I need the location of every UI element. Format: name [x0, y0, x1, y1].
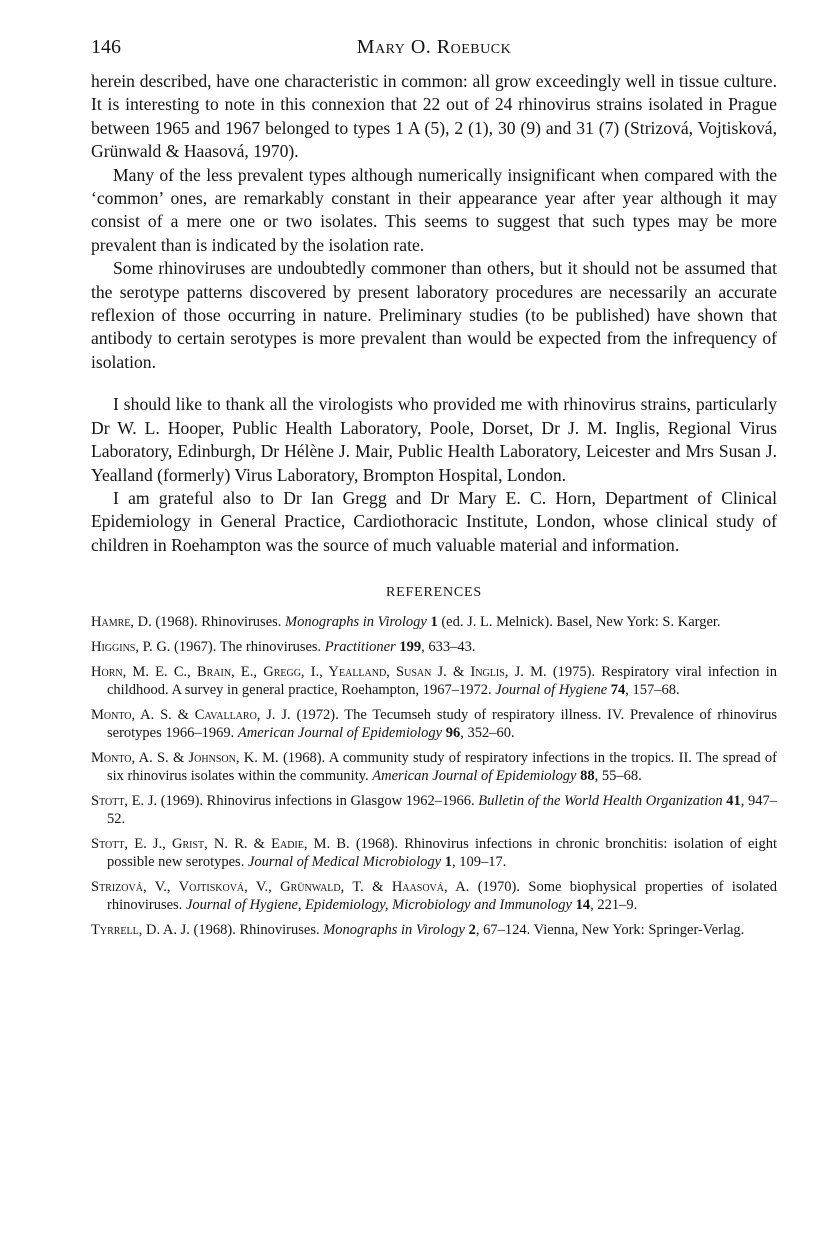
reference-volume: 96 [442, 725, 461, 742]
reference-pages: , 352–60. [460, 725, 515, 742]
reference-text: (1968). Rhinovirus infections in chronic bronchitis: isolation of eight possible new serotypes. [107, 836, 777, 871]
reference-pages: , 109–17. [452, 854, 507, 871]
page-number: 146 [91, 36, 121, 58]
reference-volume: 88 [576, 768, 595, 785]
reference-text: (1967). The rhinoviruses. [170, 639, 325, 656]
body-text [91, 70, 777, 557]
reference-item [91, 613, 777, 631]
reference-authors: Monto, A. S. & Cavallaro, J. J. [91, 707, 291, 724]
reference-journal: American Journal of Epidemiology [237, 725, 443, 742]
reference-journal: Journal of Hygiene, Epidemiology, Microbiology and Immunology [185, 897, 572, 914]
reference-journal: Journal of Hygiene [495, 682, 608, 699]
acknowledgement-paragraph-2: I am grateful also to Dr Ian Gregg and Dr Mary E. C. Horn, Department of Clinical Epidemiology in General Practice, Cardiothoracic Institute, London, whose clinical study of children in Roehampton was the source of much valuable material and information. [91, 487, 777, 555]
reference-authors: Horn, M. E. C., Brain, E., Gregg, I., Yealland, Susan J. & Inglis, J. M. [91, 664, 547, 681]
reference-text: (1968). A community study of respiratory infections in the tropics. II. The spread of six rhinovirus isolates within the community. [107, 750, 777, 785]
reference-volume: 2 [465, 922, 476, 939]
reference-item [91, 835, 777, 871]
reference-text: (1975). Respiratory viral infection in childhood. A survey in general practice, Roehampton, 1967–1972. [107, 664, 777, 699]
reference-text: (1972). The Tecumseh study of respiratory illness. IV. Prevalence of rhinovirus serotypes 1966–1969. [107, 707, 777, 742]
reference-authors: Stott, E. J., Grist, N. R. & Eadie, M. B. [91, 836, 350, 853]
reference-list [91, 613, 777, 939]
reference-text: (1968). Rhinoviruses. [151, 614, 286, 631]
reference-item [91, 792, 777, 828]
reference-authors: Higgins, P. G. [91, 639, 171, 656]
reference-volume: 74 [607, 682, 626, 699]
reference-authors: Monto, A. S. & Johnson, K. M. [91, 750, 279, 767]
reference-authors: Strizová, V., Vojtisková, V., Grünwald, T. & Haasová, A. [91, 879, 470, 896]
reference-text: (1969). Rhinovirus infections in Glasgow 1962–1966. [157, 793, 479, 810]
reference-text: (1968). Rhinoviruses. [189, 922, 324, 939]
running-head: Mary O. Roebuck [356, 36, 512, 58]
reference-pages: , 633–43. [421, 639, 476, 656]
reference-volume: 41 [722, 793, 741, 810]
reference-text: (1970). Some biophysical properties of isolated rhinoviruses. [107, 879, 777, 914]
reference-volume: 1 [426, 614, 438, 631]
reference-authors: Hamre, D. [91, 614, 152, 631]
reference-journal: Practitioner [324, 639, 396, 656]
reference-journal: Bulletin of the World Health Organization [478, 793, 723, 810]
reference-item [91, 749, 777, 785]
reference-journal: Monographs in Virology [285, 614, 427, 631]
reference-journal: American Journal of Epidemiology [372, 768, 577, 785]
page-header [91, 36, 777, 70]
reference-item [91, 663, 777, 699]
reference-authors: Tyrrell, D. A. J. [91, 922, 190, 939]
reference-pages: , 947–52. [107, 793, 778, 828]
references-heading: REFERENCES [386, 585, 482, 601]
reference-item [91, 638, 777, 656]
paragraph-2: Many of the less prevalent types although numerically insignificant when compared with the ‘common’ ones, are remarkably constant in their appearance year after year although it may consist of a mere one or two isolates. This seems to suggest that such types may be more prevalent than is indicated by the isolation rate. [91, 164, 777, 255]
reference-pages: (ed. J. L. Melnick). Basel, New York: S. Karger. [437, 614, 721, 631]
reference-item [91, 878, 777, 914]
reference-pages: , 67–124. Vienna, New York: Springer-Verlag. [475, 922, 745, 939]
paragraph-3: Some rhinoviruses are undoubtedly commoner than others, but it should not be assumed that the serotype patterns discovered by present laboratory procedures are necessarily an accurate reflexion of those occurring in nature. Preliminary studies (to be published) have shown that antibody to certain serotypes is more prevalent than would be expected from the infrequency of isolation. [91, 258, 777, 372]
reference-authors: Stott, E. J. [91, 793, 158, 810]
reference-journal: Journal of Medical Microbiology [247, 854, 442, 871]
reference-pages: , 55–68. [594, 768, 642, 785]
paragraph-1: herein described, have one characteristic in common: all grow exceedingly well in tissue culture. It is interesting to note in this connexion that 22 out of 24 rhinovirus strains isolated in Prague between 1965 and 1967 belonged to types 1 A (5), 2 (1), 30 (9) and 31 (7) (Strizová, Vojtisková, Grünwald & Haasová, 1970). [91, 71, 777, 162]
reference-journal: Monographs in Virology [323, 922, 465, 939]
reference-volume: 199 [395, 639, 422, 656]
reference-item [91, 706, 777, 742]
reference-item [91, 921, 777, 939]
reference-pages: , 157–68. [625, 682, 680, 699]
acknowledgement-paragraph-1: I should like to thank all the virologists who provided me with rhinovirus strains, particularly Dr W. L. Hooper, Public Health Laboratory, Poole, Dorset, Dr J. M. Inglis, Regional Virus Laboratory, Edinburgh, Dr Hélène J. Mair, Public Health Laboratory, Leicester and Mrs Susan J. Yealland (formerly) Virus Laboratory, Brompton Hospital, London. [91, 394, 777, 485]
reference-volume: 1 [441, 854, 452, 871]
page [91, 36, 777, 946]
reference-volume: 14 [572, 897, 591, 914]
reference-pages: , 221–9. [590, 897, 638, 914]
